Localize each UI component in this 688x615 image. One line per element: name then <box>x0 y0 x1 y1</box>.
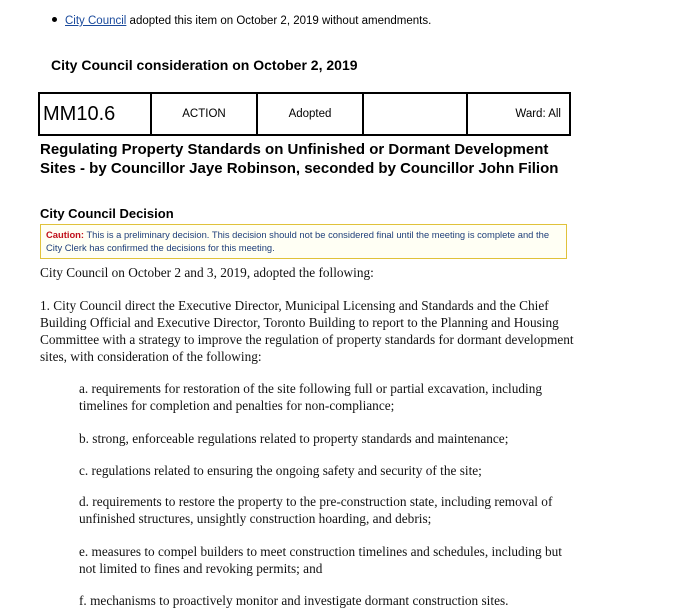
item-type: ACTION <box>151 93 257 135</box>
sub-item-e: e. measures to compel builders to meet construction timelines and schedules, including but not limited to fines and revoking permits; and <box>79 544 563 576</box>
decision-heading: City Council Decision <box>40 206 174 221</box>
city-council-link[interactable]: City Council <box>65 15 127 27</box>
decision-intro: City Council on October 2 and 3, 2019, adopted the following: <box>40 265 374 280</box>
item-status: Adopted <box>257 93 363 135</box>
item-title: Regulating Property Standards on Unfinished or Dormant Development Sites - by Councillor Jaye Robinson, seconded by Councillor John Filion <box>40 141 559 177</box>
item-number: MM10.6 <box>39 93 151 135</box>
sub-item-f: f. mechanisms to proactively monitor and investigate dormant construction sites. <box>79 593 509 608</box>
empty-cell <box>363 93 467 135</box>
item-ward: Ward: All <box>467 93 570 135</box>
caution-label: Caution: <box>46 229 85 240</box>
item-status-table <box>38 92 571 136</box>
sub-item-c: c. regulations related to ensuring the ongoing safety and security of the site; <box>79 463 482 478</box>
sub-item-b: b. strong, enforceable regulations related to property standards and maintenance; <box>79 431 509 446</box>
decision-item-1: 1. City Council direct the Executive Director, Municipal Licensing and Standards and the Chief Building Official and Executive Director, Toronto Building to report to the Planning and Housing Committee with a strategy to improve the regulation of property standards for dormant development sites, with consideration of the following: <box>40 298 574 364</box>
caution-text: This is a preliminary decision. This decision should not be considered final until the meeting is complete and the City Clerk has confirmed the decisions for this meeting. <box>46 229 550 253</box>
adoption-bullet <box>52 15 431 27</box>
sub-item-d: d. requirements to restore the property to the pre-construction state, including removal of unfinished structures, unsightly construction hoarding, and debris; <box>79 494 553 526</box>
bullet-dot-icon <box>52 17 57 22</box>
consideration-heading: City Council consideration on October 2, 2019 <box>51 57 358 73</box>
sub-item-a: a. requirements for restoration of the site following full or partial excavation, including timelines for completion and penalties for non-compliance; <box>79 381 543 413</box>
caution-box <box>40 224 567 259</box>
adoption-text: adopted this item on October 2, 2019 without amendments. <box>126 15 432 27</box>
